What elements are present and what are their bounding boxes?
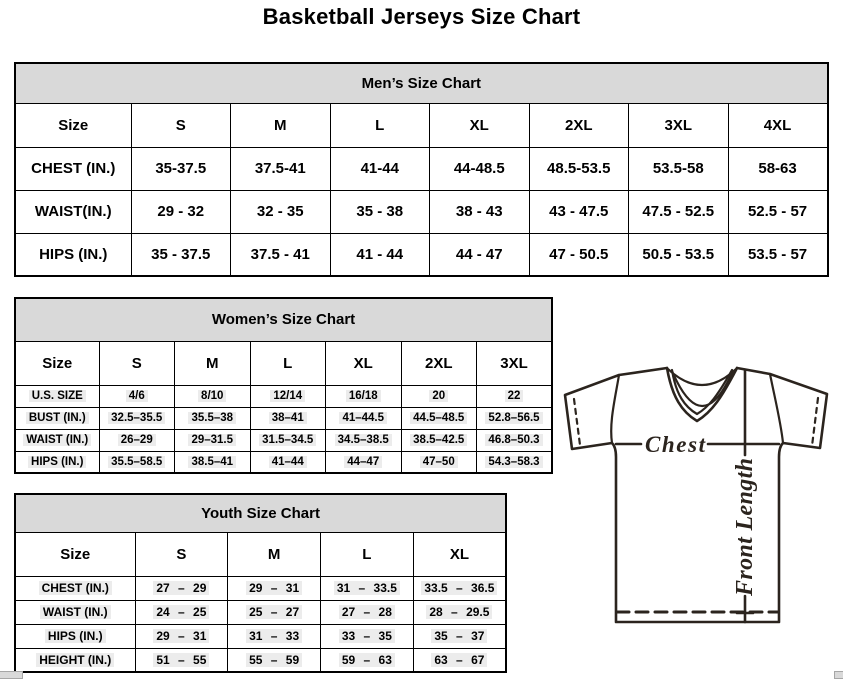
column-header: S xyxy=(131,103,231,147)
size-value xyxy=(131,233,231,276)
size-value-text: 51 – 55 xyxy=(153,653,209,667)
size-value-text: 41–44 xyxy=(269,456,307,468)
column-header: 4XL xyxy=(728,103,828,147)
size-value-text: 54.3–58.3 xyxy=(485,456,542,468)
size-value-text: 58-63 xyxy=(758,160,797,177)
size-value xyxy=(99,429,175,451)
size-value-text: 32 - 35 xyxy=(256,203,304,220)
jersey-outline xyxy=(565,368,827,622)
row-label-text: HIPS (IN.) xyxy=(45,629,106,643)
row-label xyxy=(15,648,135,672)
size-value xyxy=(401,451,477,473)
table-row xyxy=(15,190,828,233)
size-value xyxy=(250,429,326,451)
size-value-text: 47 - 50.5 xyxy=(549,245,609,263)
size-value-text: 27 – 28 xyxy=(339,605,395,619)
row-label xyxy=(15,429,99,451)
column-header: L xyxy=(330,103,430,147)
size-value-text: 38.5–41 xyxy=(188,456,236,468)
size-value xyxy=(131,147,231,190)
size-value-text: 48.5-53.5 xyxy=(547,160,611,177)
size-value-text: 38.5–42.5 xyxy=(410,434,467,446)
size-value xyxy=(629,147,729,190)
chart-title: Men’s Size Chart xyxy=(15,63,828,103)
row-label xyxy=(15,624,135,648)
size-value xyxy=(477,407,553,429)
size-value-text: 44 - 47 xyxy=(455,245,503,263)
size-value xyxy=(413,624,506,648)
size-value xyxy=(330,233,430,276)
size-value xyxy=(629,233,729,276)
size-value xyxy=(413,576,506,600)
size-value-text: 44-48.5 xyxy=(453,160,505,177)
size-value-text: 26–29 xyxy=(118,434,156,446)
right-cuff-stitch xyxy=(812,398,818,446)
size-value-text: 38 - 43 xyxy=(455,203,503,220)
chart-title: Youth Size Chart xyxy=(15,494,506,532)
row-label-text: HEIGHT (IN.) xyxy=(36,653,114,667)
column-header: Size xyxy=(15,341,99,385)
table-row xyxy=(15,451,552,473)
size-value-text: 35 – 37 xyxy=(431,629,487,643)
size-value-text: 33 – 35 xyxy=(339,629,395,643)
row-label xyxy=(15,451,99,473)
row-label xyxy=(15,407,99,429)
size-value xyxy=(728,190,828,233)
table-row xyxy=(15,429,552,451)
row-label-text: U.S. SIZE xyxy=(29,390,86,402)
size-value-text: 63 – 67 xyxy=(431,653,487,667)
size-value xyxy=(321,648,414,672)
row-label xyxy=(15,190,131,233)
size-value-text: 8/10 xyxy=(198,390,226,402)
size-value-text: 22 xyxy=(505,390,524,402)
collar-back-arc-2 xyxy=(672,371,733,406)
size-value xyxy=(728,147,828,190)
womens-size-chart-table xyxy=(14,297,553,474)
size-value-text: 50.5 - 53.5 xyxy=(642,245,715,263)
youth-size-chart-section xyxy=(14,493,505,673)
size-value-text: 38–41 xyxy=(269,412,307,424)
size-value xyxy=(326,451,402,473)
row-label xyxy=(15,385,99,407)
size-value xyxy=(330,147,430,190)
table-row xyxy=(15,624,506,648)
size-value xyxy=(401,429,477,451)
size-value-text: 43 - 47.5 xyxy=(549,203,609,220)
size-value xyxy=(250,407,326,429)
column-header: 3XL xyxy=(629,103,729,147)
size-value xyxy=(228,600,321,624)
column-header: XL xyxy=(413,532,506,576)
size-value xyxy=(175,429,251,451)
size-value xyxy=(629,190,729,233)
size-value xyxy=(228,624,321,648)
scrollbar-fragment-left[interactable] xyxy=(0,671,23,679)
page-title: Basketball Jerseys Size Chart xyxy=(262,4,581,29)
size-value-text: 41 - 44 xyxy=(356,245,404,263)
column-header: M xyxy=(231,103,331,147)
size-value xyxy=(175,451,251,473)
size-value-text: 32.5–35.5 xyxy=(108,412,165,424)
size-value xyxy=(228,648,321,672)
row-label-text: CHEST (IN.) xyxy=(39,581,112,595)
size-value xyxy=(99,385,175,407)
jersey-measurement-diagram xyxy=(555,355,843,645)
column-header: Size xyxy=(15,532,135,576)
column-header: L xyxy=(321,532,414,576)
size-value xyxy=(321,576,414,600)
size-value xyxy=(477,385,553,407)
row-label xyxy=(15,147,131,190)
row-label xyxy=(15,233,131,276)
size-value xyxy=(321,600,414,624)
size-value xyxy=(135,624,228,648)
chart-title: Women’s Size Chart xyxy=(15,298,552,341)
size-value xyxy=(175,385,251,407)
size-value-text: 29 - 32 xyxy=(157,203,205,220)
size-value xyxy=(430,190,530,233)
size-value xyxy=(326,385,402,407)
size-value-text: 46.8–50.3 xyxy=(485,434,542,446)
size-value xyxy=(231,190,331,233)
size-value-text: 12/14 xyxy=(270,390,305,402)
size-value xyxy=(321,624,414,648)
size-value-text: 47–50 xyxy=(420,456,458,468)
size-value xyxy=(250,385,326,407)
size-value xyxy=(326,429,402,451)
size-value-text: 35 - 37.5 xyxy=(151,245,211,263)
size-value xyxy=(401,385,477,407)
table-row xyxy=(15,385,552,407)
womens-size-chart-section xyxy=(14,297,551,474)
size-value-text: 47.5 - 52.5 xyxy=(642,203,715,220)
row-label-text: WAIST(IN.) xyxy=(34,203,112,220)
row-label-text: WAIST (IN.) xyxy=(23,434,91,446)
size-value xyxy=(231,147,331,190)
size-value-text: 35.5–38 xyxy=(188,412,236,424)
chest-label: Chest xyxy=(645,432,705,457)
right-armhole-seam xyxy=(770,374,783,443)
size-value xyxy=(231,233,331,276)
size-value-text: 31.5–34.5 xyxy=(259,434,316,446)
size-value xyxy=(413,600,506,624)
mens-size-chart-section xyxy=(14,62,827,277)
size-value-text: 41–44.5 xyxy=(339,412,387,424)
size-value-text: 29 – 31 xyxy=(246,581,302,595)
size-value xyxy=(728,233,828,276)
size-value-text: 55 – 59 xyxy=(246,653,302,667)
size-value xyxy=(326,407,402,429)
size-value-text: 29–31.5 xyxy=(188,434,236,446)
size-value xyxy=(228,576,321,600)
size-value-text: 16/18 xyxy=(346,390,381,402)
mens-size-chart-table xyxy=(14,62,829,277)
size-value xyxy=(135,648,228,672)
size-value xyxy=(430,233,530,276)
table-row xyxy=(15,147,828,190)
size-value xyxy=(401,407,477,429)
row-label xyxy=(15,600,135,624)
table-row xyxy=(15,576,506,600)
size-value-text: 4/6 xyxy=(126,390,148,402)
left-cuff-stitch xyxy=(574,399,580,445)
size-value xyxy=(99,451,175,473)
size-value xyxy=(529,190,629,233)
row-label-text: BUST (IN.) xyxy=(26,412,89,424)
size-value-text: 52.5 - 57 xyxy=(747,203,808,220)
size-value-text: 35 - 38 xyxy=(356,203,404,220)
column-header: XL xyxy=(430,103,530,147)
column-header: 3XL xyxy=(477,341,553,385)
column-header: S xyxy=(135,532,228,576)
size-value xyxy=(135,576,228,600)
table-row xyxy=(15,407,552,429)
size-value-text: 35.5–58.5 xyxy=(108,456,165,468)
jersey-diagram-icon xyxy=(555,355,843,645)
size-value-text: 33.5 – 36.5 xyxy=(421,581,497,595)
size-value xyxy=(529,233,629,276)
youth-size-chart-table xyxy=(14,493,507,673)
front-length-label: Front Length xyxy=(732,458,758,596)
size-value xyxy=(250,451,326,473)
size-value xyxy=(430,147,530,190)
size-value-text: 59 – 63 xyxy=(339,653,395,667)
table-row xyxy=(15,648,506,672)
size-value xyxy=(99,407,175,429)
column-header: S xyxy=(99,341,175,385)
size-value-text: 44.5–48.5 xyxy=(410,412,467,424)
size-value-text: 35-37.5 xyxy=(155,160,207,177)
size-value xyxy=(477,451,553,473)
size-value-text: 34.5–38.5 xyxy=(335,434,392,446)
size-value-text: 41-44 xyxy=(360,160,399,177)
left-armhole-seam xyxy=(611,375,619,443)
row-label-text: WAIST (IN.) xyxy=(40,605,111,619)
row-label xyxy=(15,576,135,600)
column-header: Size xyxy=(15,103,131,147)
size-value-text: 28 – 29.5 xyxy=(426,605,492,619)
size-value-text: 20 xyxy=(429,390,448,402)
size-value xyxy=(477,429,553,451)
size-value-text: 44–47 xyxy=(344,456,382,468)
row-label-text: CHEST (IN.) xyxy=(31,160,116,177)
row-label-text: HIPS (IN.) xyxy=(39,245,108,263)
column-header: 2XL xyxy=(529,103,629,147)
size-value-text: 27 – 29 xyxy=(153,581,209,595)
size-value-text: 53.5-58 xyxy=(652,160,704,177)
size-value-text: 29 – 31 xyxy=(153,629,209,643)
size-value-text: 31 – 33 xyxy=(246,629,302,643)
size-value-text: 52.8–56.5 xyxy=(485,412,542,424)
column-header: XL xyxy=(326,341,402,385)
column-header: L xyxy=(250,341,326,385)
size-value xyxy=(131,190,231,233)
size-value xyxy=(135,600,228,624)
column-header: M xyxy=(175,341,251,385)
size-value-text: 25 – 27 xyxy=(246,605,302,619)
column-header: M xyxy=(228,532,321,576)
table-row xyxy=(15,233,828,276)
size-value xyxy=(175,407,251,429)
size-value xyxy=(330,190,430,233)
column-header: 2XL xyxy=(401,341,477,385)
size-value xyxy=(529,147,629,190)
scrollbar-fragment-right[interactable] xyxy=(834,671,843,679)
size-value xyxy=(413,648,506,672)
size-value-text: 24 – 25 xyxy=(153,605,209,619)
size-value-text: 37.5 - 41 xyxy=(250,245,310,263)
row-label-text: HIPS (IN.) xyxy=(28,456,86,468)
size-value-text: 37.5-41 xyxy=(254,160,306,177)
size-value-text: 53.5 - 57 xyxy=(747,245,808,263)
size-value-text: 31 – 33.5 xyxy=(334,581,400,595)
table-row xyxy=(15,600,506,624)
